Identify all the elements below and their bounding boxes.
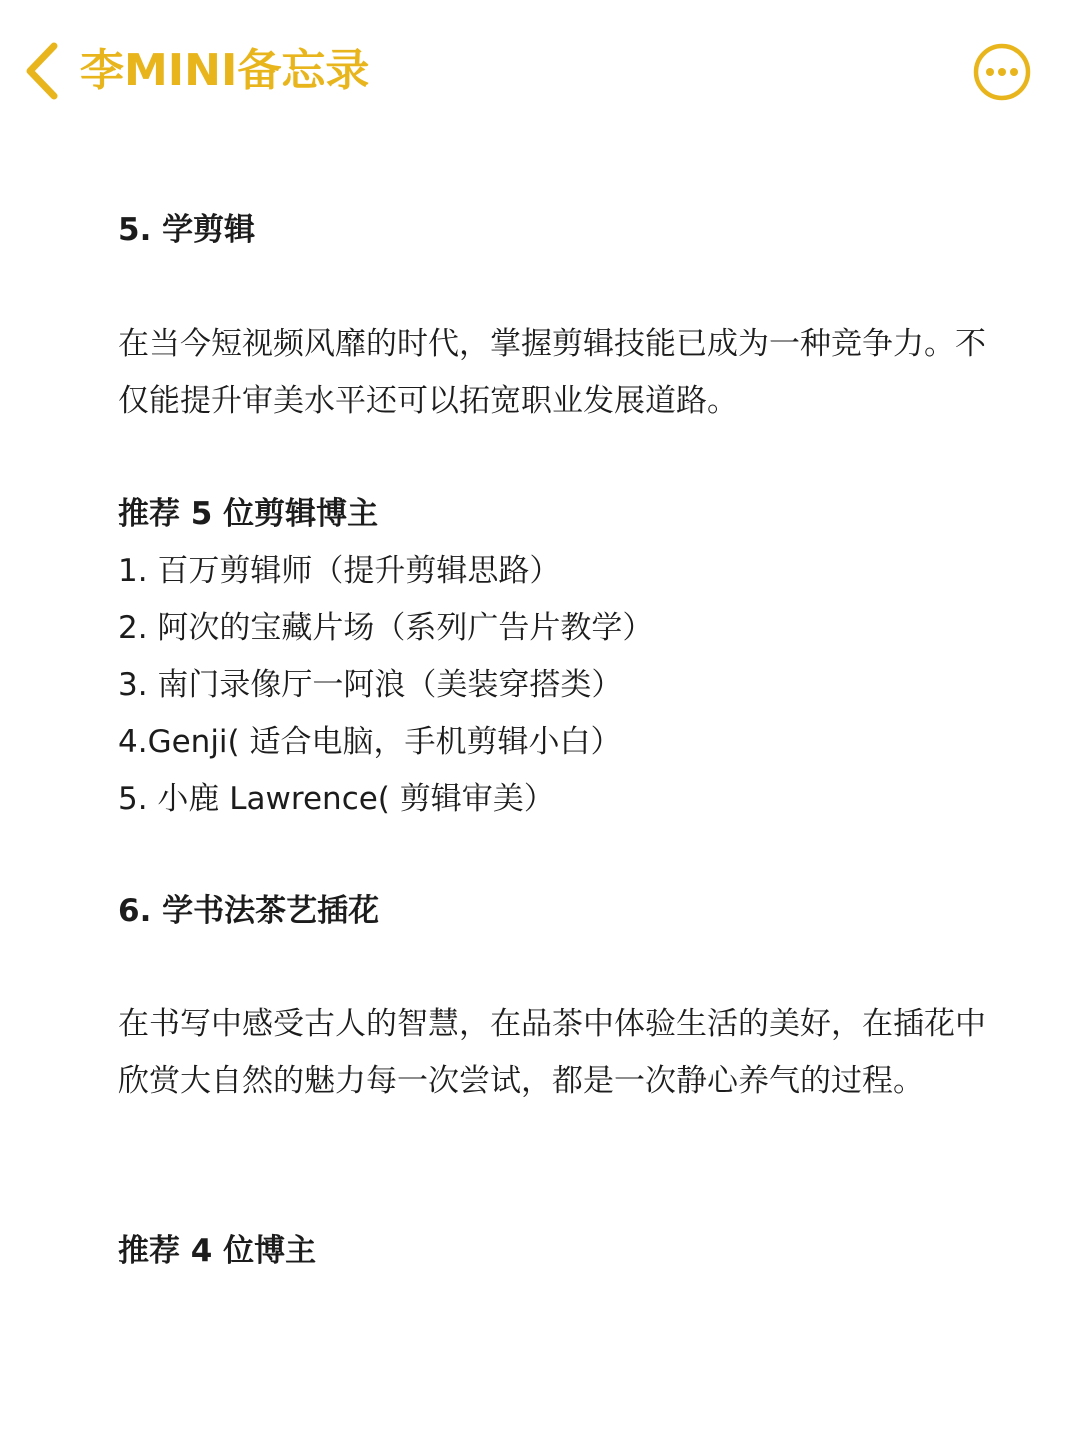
list-item: 1. 百万剪辑师（提升剪辑思路） (118, 553, 561, 589)
section-paragraph: 在当今短视频风靡的时代，掌握剪辑技能已成为一种竞争力。不仅能提升审美水平还可以拓宽职业发展道路。 (118, 326, 986, 419)
section-heading: 5. 学剪辑 (118, 212, 256, 248)
more-options-button[interactable] (972, 42, 1032, 102)
back-button[interactable] (20, 40, 66, 102)
section-heading: 6. 学书法茶艺插花 (118, 893, 380, 929)
section-paragraph: 在书写中感受古人的智慧，在品茶中体验生活的美好，在插花中欣赏大自然的魅力每一次尝试，都是一次静心养气的过程。 (118, 1006, 986, 1099)
list-item: 3. 南门录像厅一阿浪（美装穿搭类） (118, 667, 623, 703)
navigation-bar (0, 0, 1080, 140)
chevron-left-icon (20, 40, 66, 102)
recommend-heading: 推荐 4 位博主 (118, 1233, 317, 1269)
list-item: 5. 小鹿 Lawrence( 剪辑审美） (118, 781, 555, 817)
list-item: 2. 阿次的宝藏片场（系列广告片教学） (118, 610, 654, 646)
recommend-heading: 推荐 5 位剪辑博主 (118, 496, 379, 532)
ellipsis-circle-icon (972, 42, 1032, 102)
page-title: 李MINI备忘录 (80, 45, 370, 96)
list-item: 4.Genji( 适合电脑，手机剪辑小白） (118, 724, 622, 760)
